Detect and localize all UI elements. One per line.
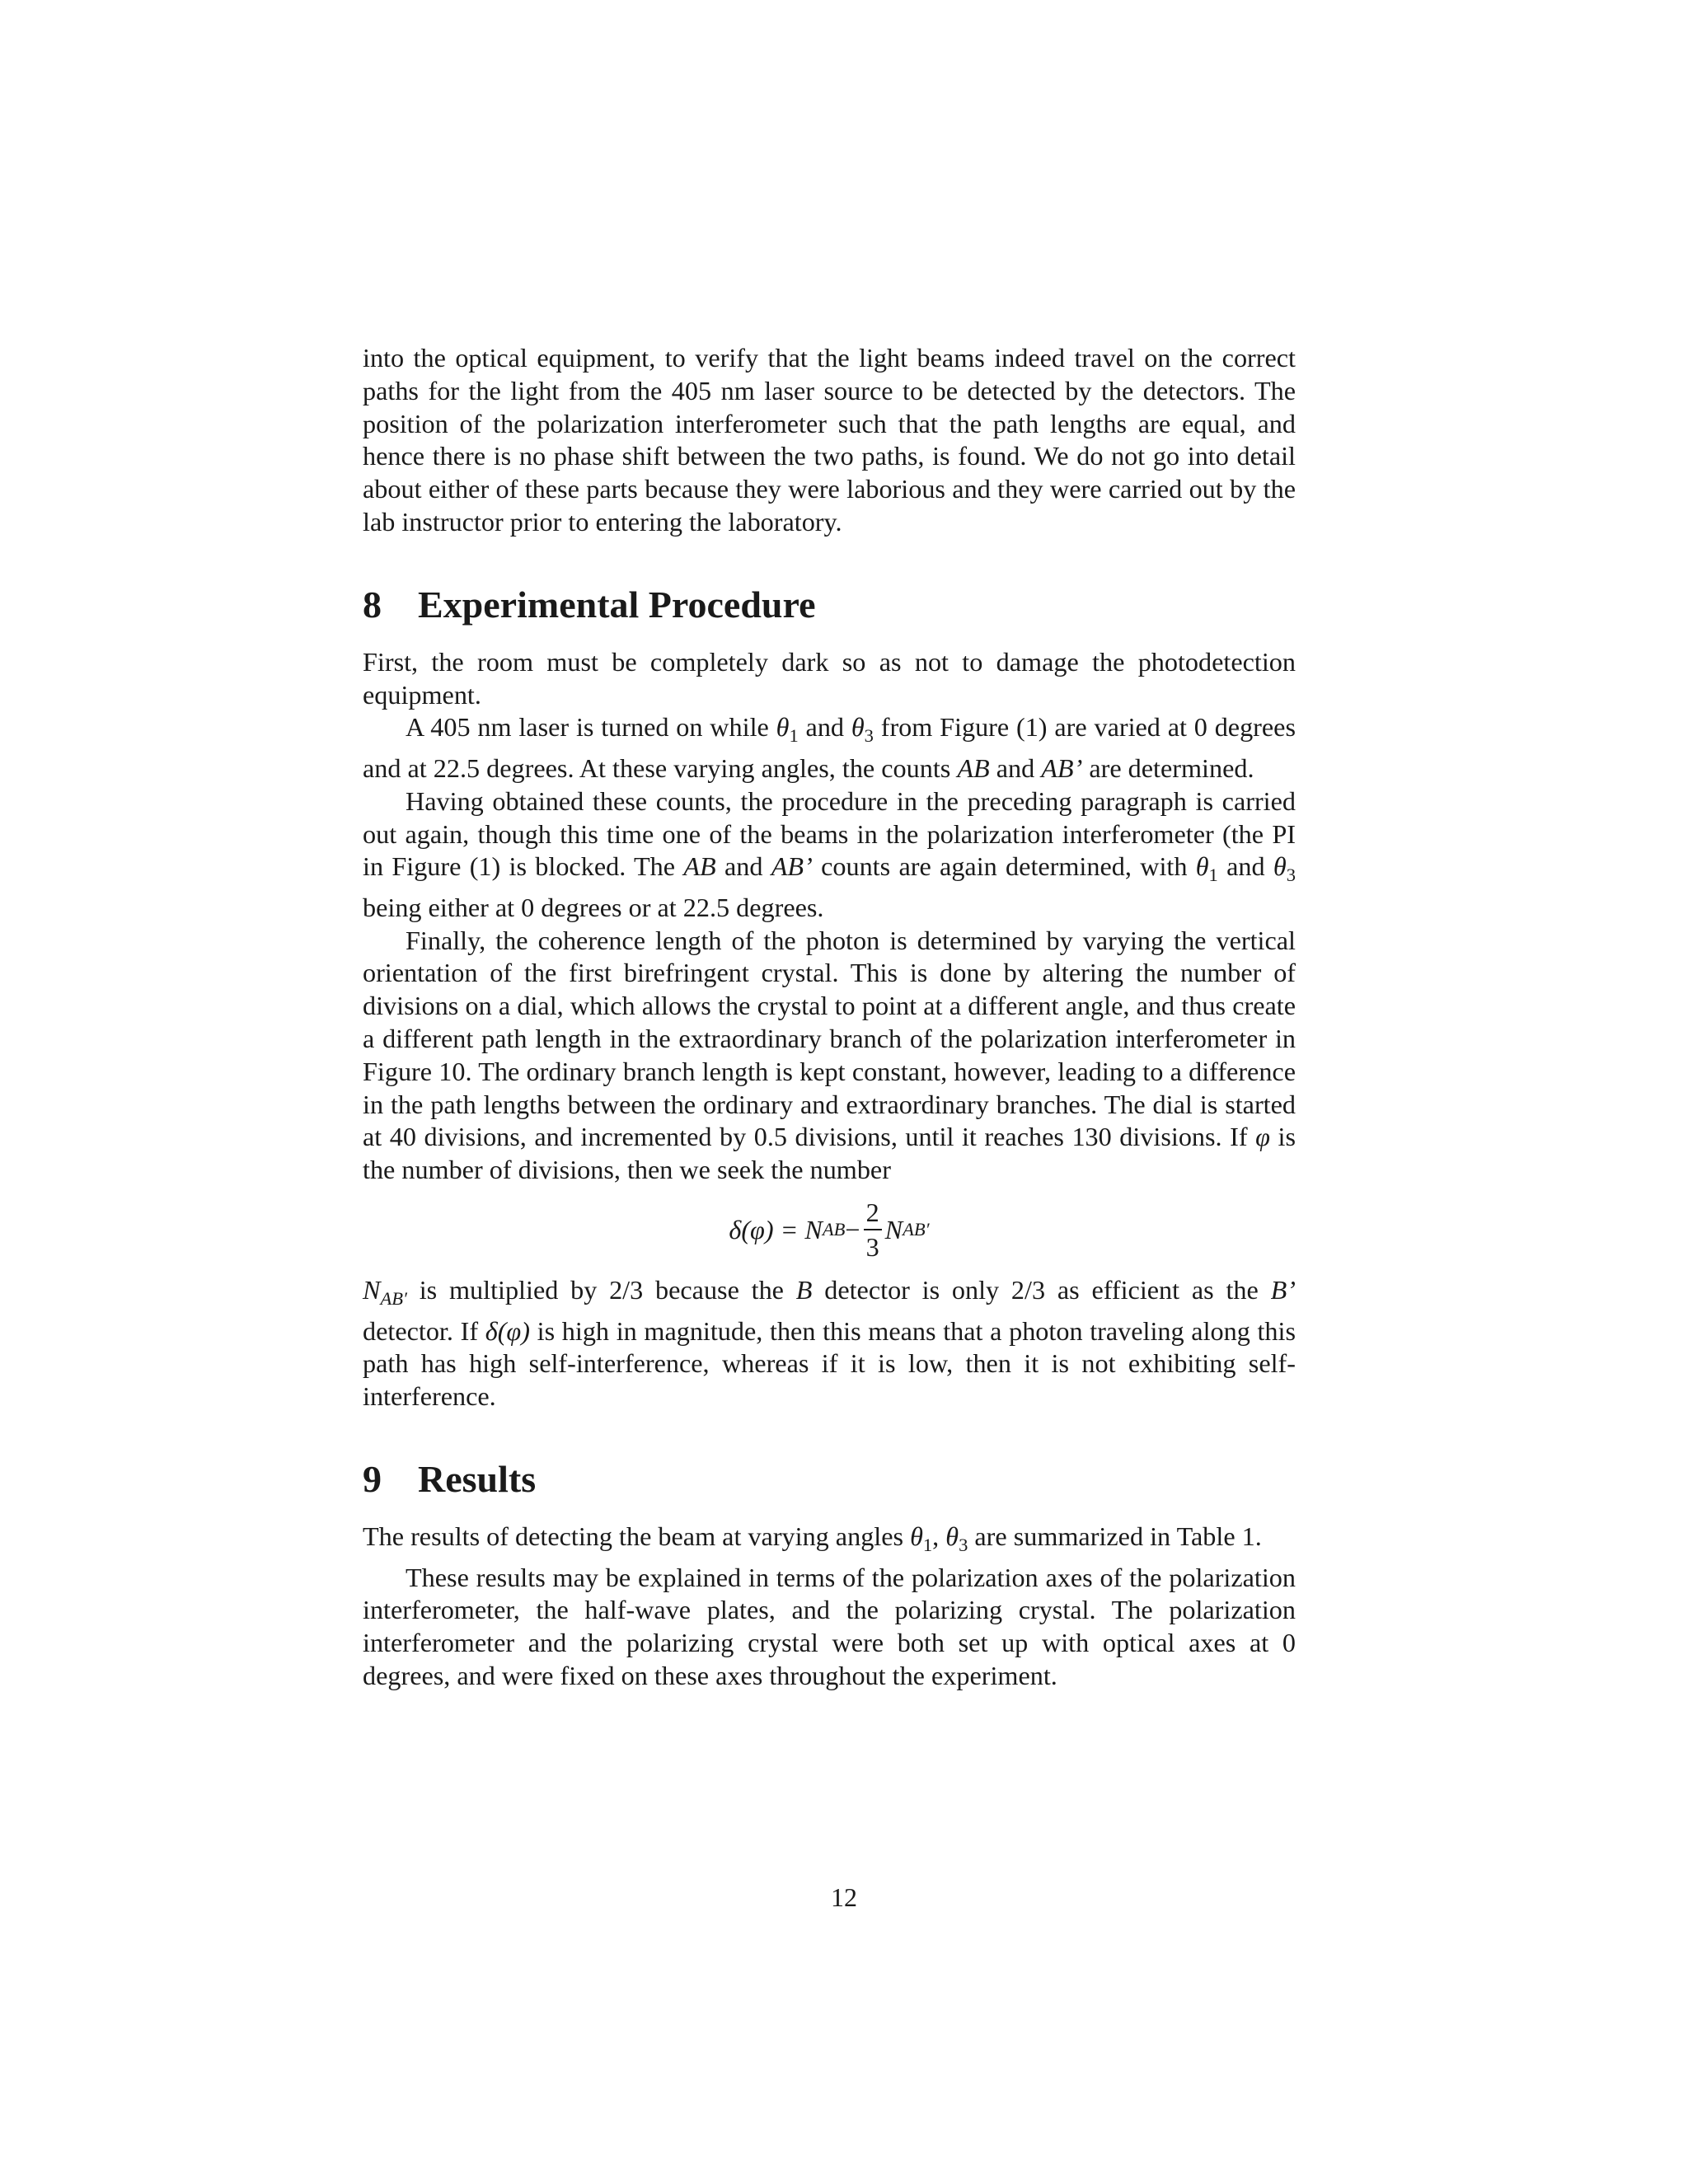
procedure-paragraph-3: Having obtained these counts, the procedure in the preceding paragraph is carried out again, though this time one of the beams in the polarization interferometer (the PI in Figure (1) is blocked. The AB and AB’ counts are again determined, with $\theta_1$ and $\theta_3$ being either at 0 degrees or at 22.5 degrees. bbox=[363, 785, 1296, 922]
section-8-number: 8 bbox=[363, 583, 382, 626]
page-number: 12 bbox=[831, 1882, 857, 1912]
continuation-paragraph: into the optical equipment, to verify that the light beams indeed travel on the correct paths for the light from the 405 nm laser source to be detected by the detectors. The position of the polarization interferometer such that the path lengths are equal, and hence there is no phase shift between the two paths, is found. We do not go into detail about either of these parts because they were laborious and they were carried out by the lab instructor prior to entering the laboratory. bbox=[363, 343, 1296, 537]
page-body bbox=[363, 342, 1296, 1693]
section-9-heading bbox=[363, 1456, 1296, 1502]
section-9-number: 9 bbox=[363, 1457, 382, 1500]
section-8-title: Experimental Procedure bbox=[418, 583, 816, 626]
section-9-title: Results bbox=[418, 1457, 537, 1500]
procedure-paragraph-4: Finally, the coherence length of the photon is determined by varying the vertical orientation of the first birefringent crystal. This is done by altering the number of divisions on a dial, which allows the crystal to point at a different angle, and thus create a different path length in the extraordinary branch of the polarization interferometer in Figure 10. The ordinary branch length is kept constant, however, leading to a difference in the path lengths between the ordinary and extraordinary branches. The dial is started at 40 divisions, and incremented by 0.5 divisions, until it reaches 130 divisions. If φ is the number of divisions, then we seek the number bbox=[363, 925, 1296, 1185]
delta-equation: δ(φ) = N AB − $\frac{2}{3}$ N AB′ bbox=[729, 1197, 930, 1263]
procedure-paragraph-2: A 405 nm laser is turned on while $\theta_1$ and $\theta_3$ from Figure (1) are varied at 0 degrees and at 22.5 degrees. At these varying angles, the counts AB and AB’ are determined. bbox=[363, 712, 1296, 783]
results-paragraph-2: These results may be explained in terms of the polarization axes of the polarization interferometer, the half-wave plates, and the polarizing crystal. The polarization interferometer and the polarizing crystal were both set up with optical axes at 0 degrees, and were fixed on these axes throughout the experiment. bbox=[363, 1562, 1296, 1690]
procedure-paragraph-1: First, the room must be completely dark so as not to damage the photodetection equipment. bbox=[363, 646, 1296, 710]
results-paragraph-1: The results of detecting the beam at varying angles $\theta_1$, $\theta_3$ are summarized in Table 1. bbox=[363, 1521, 1262, 1555]
two-thirds-fraction: $\frac{2}{3}$ bbox=[864, 1199, 882, 1260]
section-8-heading bbox=[363, 582, 1296, 628]
procedure-paragraph-5: $N_{AB'}$ is multiplied by 2/3 because the B detector is only 2/3 as efficient as the B’ detector. If δ(φ) is high in magnitude, then this means that a photon traveling along this path has high self-interference, whereas if it is low, then it is not exhibiting self-interference. bbox=[363, 1275, 1296, 1412]
